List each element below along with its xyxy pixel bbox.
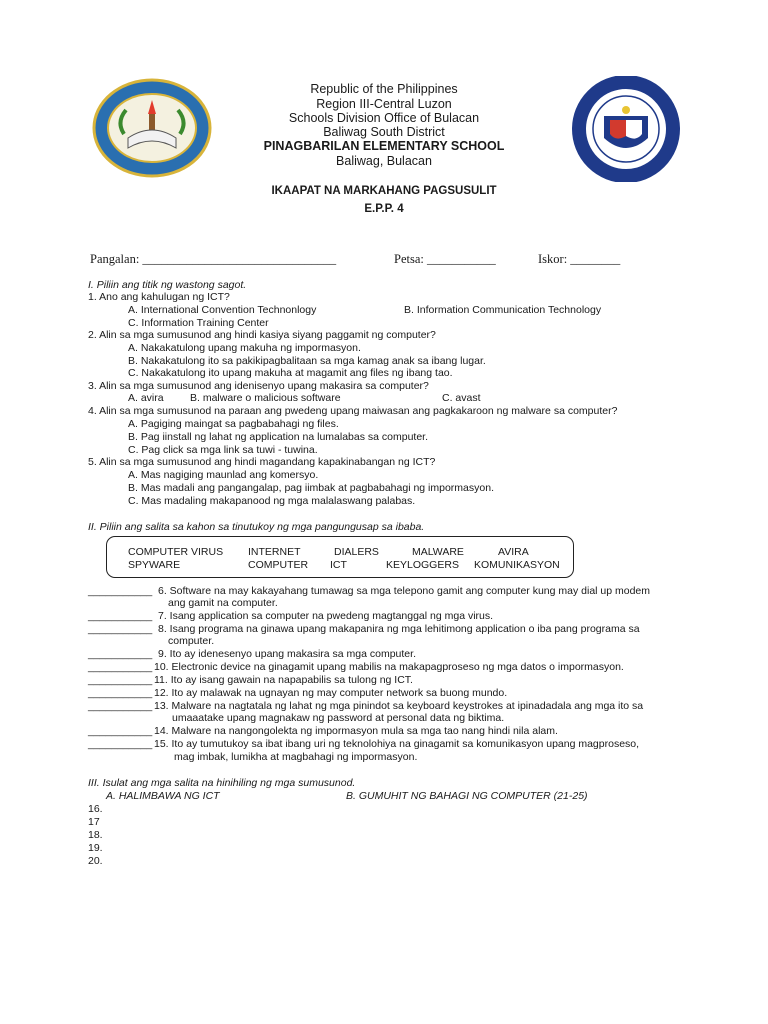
item-6-cont: ang gamit na computer.: [168, 597, 278, 609]
q3-option-c: C. avast: [442, 392, 481, 404]
item-10: 10. Electronic device na ginagamit upang mabilis na makapagproseso ng mga datos o impormasyon.: [154, 661, 624, 673]
item-9: 9. Ito ay idenesenyo upang makasira sa mga computer.: [158, 648, 416, 660]
word-komunikasyon: KOMUNIKASYON: [474, 559, 560, 571]
word-computer-virus: COMPUTER VIRUS: [128, 546, 224, 558]
name-field[interactable]: Pangalan: _______________________________: [90, 252, 337, 266]
q2-option-c: C. Nakakatulong ito upang makuha at magamit ang files ng ibang tao.: [128, 367, 453, 379]
item-15-cont: mag imbak, lumikha at magbahagi ng impormasyon.: [174, 751, 418, 763]
q3-option-b: B. malware o malicious software: [190, 392, 341, 404]
blank-12[interactable]: ___________: [88, 687, 153, 699]
school-name: PINAGBARILAN ELEMENTARY SCHOOL: [263, 139, 505, 153]
exam-title: IKAAPAT NA MARKAHANG PAGSUSULIT: [271, 185, 497, 197]
word-malware: MALWARE: [412, 546, 464, 558]
blank-13[interactable]: ___________: [88, 700, 153, 712]
part1-instruction: I. Piliin ang titik ng wastong sagot.: [88, 279, 247, 291]
q2-option-a: A. Nakakatulong upang makuha ng impormasyon.: [128, 342, 361, 354]
answer-19[interactable]: 19.: [88, 842, 103, 854]
blank-11[interactable]: ___________: [88, 674, 153, 686]
q1-option-c: C. Information Training Center: [128, 317, 269, 329]
word-computer: COMPUTER: [248, 559, 309, 571]
part2-instruction: II. Piliin ang salita sa kahon sa tinutukoy ng mga pangungusap sa ibaba.: [88, 521, 425, 533]
q4-option-a: A. Pagiging maingat sa pagbabahagi ng files.: [128, 418, 339, 430]
item-8-cont: computer.: [168, 635, 215, 647]
word-spyware: SPYWARE: [128, 559, 181, 571]
item-6: 6. Software na may kakayahang tumawag sa mga telepono gamit ang computer kung may dial up modem: [158, 585, 651, 597]
q1-option-a: A. International Convention Technonlogy: [128, 304, 317, 316]
q4-option-b: B. Pag iinstall ng lahat ng application na lumalabas sa computer.: [128, 431, 429, 443]
item-11: 11. Ito ay isang gawain na napapabilis sa tulong ng ICT.: [154, 674, 413, 686]
q5-option-b: B. Mas madali ang pangangalap, pag iimbak at pagbabahagi ng impormasyon.: [128, 482, 494, 494]
item-8: 8. Isang programa na ginawa upang makapanira ng mga lehitimong application o iba pang programa sa: [158, 623, 640, 635]
header-line3: Schools Division Office of Bulacan: [288, 111, 480, 125]
blank-15[interactable]: ___________: [88, 738, 153, 750]
blank-6[interactable]: ___________: [88, 585, 153, 597]
word-keyloggers: KEYLOGGERS: [386, 559, 459, 571]
answer-17[interactable]: 17: [88, 816, 100, 828]
question-4: 4. Alin sa mga sumusunod na paraan ang pwedeng upang maiwasan ang pagkakaroon ng malware sa computer?: [88, 405, 618, 417]
question-3: 3. Alin sa mga sumusunod ang idenisenyo upang makasira sa computer?: [88, 380, 429, 392]
blank-9[interactable]: ___________: [88, 648, 153, 660]
item-12: 12. Ito ay malawak na ugnayan ng may computer network sa buong mundo.: [154, 687, 508, 699]
question-1: 1. Ano ang kahulugan ng ICT?: [88, 291, 230, 303]
word-internet: INTERNET: [248, 546, 301, 558]
blank-14[interactable]: ___________: [88, 725, 153, 737]
q4-option-c: C. Pag click sa mga link sa tuwi - tuwina.: [128, 444, 318, 456]
answer-18[interactable]: 18.: [88, 829, 103, 841]
question-2: 2. Alin sa mga sumusunod ang hindi kasiya siyang paggamit ng computer?: [88, 329, 436, 341]
q3-option-a: A. avira: [128, 392, 164, 404]
q5-option-a: A. Mas nagiging maunlad ang komersyo.: [128, 469, 319, 481]
question-5: 5. Alin sa mga sumusunod ang hindi magandang kapakinabangan ng ICT?: [88, 456, 436, 468]
word-avira: AVIRA: [498, 546, 529, 558]
part3-instruction: III. Isulat ang mga salita na hinihiling ng mga sumusunod.: [88, 777, 356, 789]
date-field[interactable]: Petsa: ___________: [394, 252, 496, 266]
blank-10[interactable]: ___________: [88, 661, 153, 673]
q1-option-b: B. Information Communication Technology: [404, 304, 602, 316]
blank-8[interactable]: ___________: [88, 623, 153, 635]
item-7: 7. Isang application sa computer na pwedeng magtanggal ng mga virus.: [158, 610, 494, 622]
word-ict: ICT: [330, 559, 347, 571]
blank-7[interactable]: ___________: [88, 610, 153, 622]
score-field[interactable]: Iskor: ________: [538, 252, 621, 266]
q2-option-b: B. Nakakatulong ito sa pakikipagbalitaan sa mga kamag anak sa ibang lugar.: [128, 355, 486, 367]
header-line1: Republic of the Philippines: [310, 82, 458, 96]
part3-col-b: B. GUMUHIT NG BAHAGI NG COMPUTER (21-25): [346, 790, 588, 802]
item-15: 15. Ito ay tumutukoy sa ibat ibang uri ng teknolohiya na ginagamit sa komunikasyon upang magproseso,: [154, 738, 640, 750]
word-dialers: DIALERS: [334, 546, 379, 558]
item-14: 14. Malware na nangongolekta ng impormasyon mula sa mga tao nang hindi nila alam.: [154, 725, 558, 737]
answer-20[interactable]: 20.: [88, 855, 103, 867]
q5-option-c: C. Mas madaling makapanood ng mga malalaswang palabas.: [128, 495, 416, 507]
answer-16[interactable]: 16.: [88, 803, 103, 815]
part3-col-a: A. HALIMBAWA NG ICT: [106, 790, 220, 802]
header-line2: Region III-Central Luzon: [316, 97, 452, 111]
header-line4: Baliwag South District: [323, 125, 445, 139]
header-line6: Baliwag, Bulacan: [336, 154, 432, 168]
item-13-cont: umaaatake upang magnakaw ng password at personal data ng biktima.: [172, 712, 505, 724]
subject-title: E.P.P. 4: [364, 203, 404, 215]
item-13: 13. Malware na nagtatala ng lahat ng mga pinindot sa keyboard keystrokes at ipinadadala ang mga ito sa: [154, 700, 644, 712]
